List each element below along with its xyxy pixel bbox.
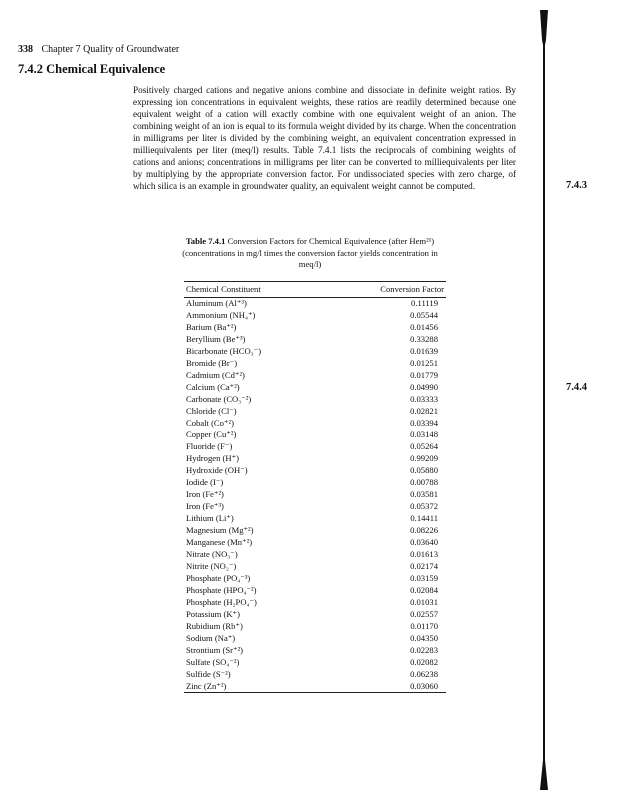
table-row xyxy=(184,418,446,430)
constituent-cell: Cobalt (Co⁺²) xyxy=(186,417,234,428)
table-row xyxy=(184,633,446,645)
constituent-cell: Nitrate (NO₃⁻) xyxy=(186,549,238,560)
constituent-cell: Rubidium (Rb⁺) xyxy=(186,620,243,631)
table-row xyxy=(184,537,446,549)
constituent-cell: Calcium (Ca⁺²) xyxy=(186,381,240,392)
constituent-cell: Lithium (Li⁺) xyxy=(186,513,234,524)
factor-cell: 0.01251 xyxy=(410,357,438,368)
table-row xyxy=(184,597,446,609)
table-row xyxy=(184,657,446,669)
table-row xyxy=(184,573,446,585)
constituent-cell: Magnesium (Mg⁺²) xyxy=(186,525,254,536)
constituent-cell: Copper (Cu⁺²) xyxy=(186,429,237,440)
constituent-cell: Strontium (Sr⁺²) xyxy=(186,644,244,655)
constituent-cell: Phosphate (PO₄⁻³) xyxy=(186,572,251,583)
factor-cell: 0.08226 xyxy=(410,525,438,536)
header-constituent: Chemical Constituent xyxy=(184,282,325,298)
table-row xyxy=(184,609,446,621)
constituent-cell: Sodium (Na⁺) xyxy=(186,632,236,643)
table-row xyxy=(184,669,446,681)
table-row xyxy=(184,561,446,573)
factor-cell: 0.03148 xyxy=(410,429,438,440)
section-title: 7.4.2 Chemical Equivalence xyxy=(18,62,166,76)
table-row xyxy=(184,334,446,346)
factor-cell: 0.03640 xyxy=(410,537,438,548)
table-row xyxy=(184,370,446,382)
margin-label-7-4-4: 7.4.4 xyxy=(566,382,587,393)
chapter-title: Chapter 7 Quality of Groundwater xyxy=(41,44,180,55)
constituent-cell: Nitrite (NO₂⁻) xyxy=(186,560,237,571)
factor-cell: 0.04350 xyxy=(410,632,438,643)
factor-cell: 0.05880 xyxy=(410,465,438,476)
factor-cell: 0.02082 xyxy=(410,656,438,667)
constituent-cell: Zinc (Zn⁺²) xyxy=(184,681,325,693)
table-row xyxy=(184,549,446,561)
constituent-cell: Iron (Fe⁺²) xyxy=(186,489,224,500)
table-caption-label: Table 7.4.1 xyxy=(185,236,226,246)
factor-cell: 0.03159 xyxy=(410,572,438,583)
constituent-cell: Sulfate (SO₄⁻²) xyxy=(186,656,240,667)
constituent-cell: Ammonium (NH₄⁺) xyxy=(186,309,256,320)
constituent-cell: Iodide (I⁻) xyxy=(186,477,224,488)
table-row xyxy=(184,310,446,322)
factor-cell: 0.01031 xyxy=(410,596,438,607)
factor-cell: 0.11119 xyxy=(411,298,438,308)
constituent-cell: Aluminum (Al⁺³) xyxy=(186,298,247,308)
page-header xyxy=(18,44,179,55)
factor-cell: 0.04990 xyxy=(410,381,438,392)
table-row xyxy=(184,645,446,657)
header-factor: Conversion Factor xyxy=(325,282,446,298)
table-row xyxy=(184,513,446,525)
body-paragraph: Positively charged cations and negative anions combine and dissociate in definite weight ratios. By expressing ion concentrations in equivalent weights, these ratios are readily determined because one equivalent weight of a cation will exactly combine with one equivalent weight of an anion. The combining weight of an ion is equal to its formula weight divided by its charge. When the concentration in milligrams per liter is divided by the combining weight, an equivalent concentration expressed in milliequivalents per liter (meq/l) results. Table 7.4.1 lists the reciprocals of combining weights of cations and anions; concentrations in milligrams per liter can be converted to milliequivalents per liter by multiplying by the appropriate conversion factor. For undissociated species with zero charge, of which silica is an example in groundwater quality, an equivalent weight cannot be computed. xyxy=(133,85,516,192)
table-row xyxy=(184,394,446,406)
table-header-row xyxy=(184,282,446,298)
constituent-cell: Bicarbonate (HCO₃⁻) xyxy=(186,345,262,356)
table-row xyxy=(184,621,446,633)
constituent-cell: Bromide (Br⁻) xyxy=(186,357,238,368)
factor-cell: 0.06238 xyxy=(410,668,438,679)
constituent-cell: Carbonate (CO₃⁻²) xyxy=(186,393,252,404)
constituent-cell: Cadmium (Cd⁺²) xyxy=(186,369,245,380)
table-row xyxy=(184,465,446,477)
page-number: 338 xyxy=(18,44,33,55)
table-row xyxy=(184,298,446,310)
factor-cell: 0.01456 xyxy=(410,321,438,332)
constituent-cell: Manganese (Mn⁺²) xyxy=(186,537,253,548)
table-row xyxy=(184,525,446,537)
table-row xyxy=(184,382,446,394)
constituent-cell: Hydroxide (OH⁻) xyxy=(186,465,248,476)
factor-cell: 0.03394 xyxy=(410,417,438,428)
factor-cell: 0.01779 xyxy=(410,369,438,380)
factor-cell: 0.99209 xyxy=(410,453,438,464)
constituent-cell: Barium (Ba⁺²) xyxy=(186,321,237,332)
constituent-cell: Potassium (K⁺) xyxy=(186,608,240,619)
conversion-table xyxy=(184,281,446,693)
table-row xyxy=(184,322,446,334)
table-row xyxy=(184,477,446,489)
table-row xyxy=(184,346,446,358)
constituent-cell: Fluoride (F⁻) xyxy=(186,441,233,452)
table-caption xyxy=(175,236,445,271)
table-row xyxy=(184,358,446,370)
table-caption-text: Conversion Factors for Chemical Equivalence (after Hem²¹) (concentrations in mg/l times the conversion factor yields concentration in meq/l) xyxy=(182,236,438,269)
constituent-cell: Beryllium (Be⁺³) xyxy=(186,333,246,344)
table-row xyxy=(184,441,446,453)
constituent-cell: Phosphate (H₂PO₄⁻) xyxy=(186,596,257,607)
factor-cell: 0.03060 xyxy=(325,681,446,693)
constituent-cell: Hydrogen (H⁺) xyxy=(186,453,239,464)
factor-cell: 0.05264 xyxy=(410,441,438,452)
factor-cell: 0.02174 xyxy=(410,560,438,571)
table-row xyxy=(184,406,446,418)
table-row xyxy=(184,453,446,465)
table-row xyxy=(184,585,446,597)
constituent-cell: Chloride (Cl⁻) xyxy=(186,405,237,416)
page-edge-bar-graphic xyxy=(540,10,548,790)
factor-cell: 0.00788 xyxy=(410,477,438,488)
table-row xyxy=(184,489,446,501)
factor-cell: 0.14411 xyxy=(410,513,438,524)
factor-cell: 0.02557 xyxy=(410,608,438,619)
margin-label-7-4-3: 7.4.3 xyxy=(566,180,587,191)
factor-cell: 0.05544 xyxy=(410,309,438,320)
table-row xyxy=(184,429,446,441)
constituent-cell: Sulfide (S⁻²) xyxy=(186,668,231,679)
factor-cell: 0.05372 xyxy=(410,501,438,512)
factor-cell: 0.02283 xyxy=(410,644,438,655)
table-row xyxy=(184,501,446,513)
page-edge-bar xyxy=(540,10,548,790)
factor-cell: 0.01639 xyxy=(410,345,438,356)
table-row xyxy=(184,681,446,693)
factor-cell: 0.02821 xyxy=(410,405,438,416)
factor-cell: 0.03333 xyxy=(410,393,438,404)
factor-cell: 0.03581 xyxy=(410,489,438,500)
factor-cell: 0.33288 xyxy=(410,333,438,344)
factor-cell: 0.02084 xyxy=(410,584,438,595)
constituent-cell: Phosphate (HPO₄⁻²) xyxy=(186,584,257,595)
factor-cell: 0.01613 xyxy=(410,549,438,560)
constituent-cell: Iron (Fe⁺³) xyxy=(186,501,224,512)
factor-cell: 0.01170 xyxy=(410,620,438,631)
